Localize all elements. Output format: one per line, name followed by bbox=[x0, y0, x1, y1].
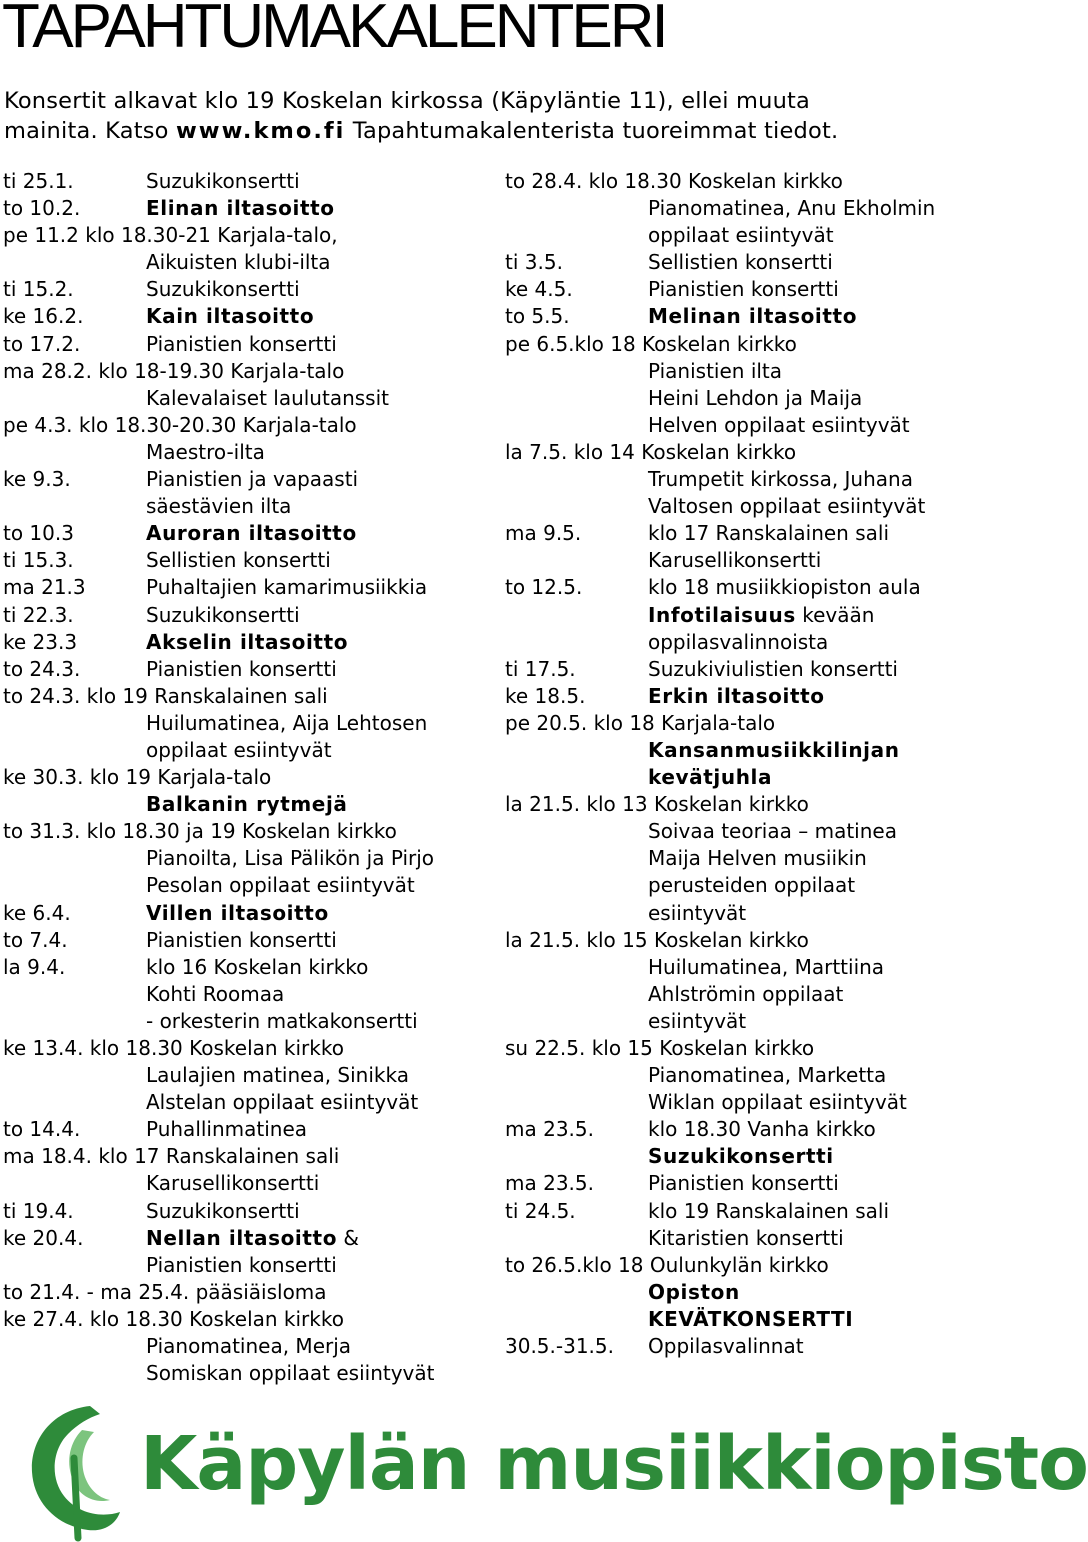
event-detail-line bbox=[505, 1089, 957, 1116]
event-title-text: Pianistien konsertti bbox=[146, 331, 337, 356]
event-detail-text: Maija Helven musiikin bbox=[648, 846, 867, 871]
event-title-text: Villen iltasoitto bbox=[146, 900, 329, 925]
event-row: pe 6.5.klo 18 Koskelan kirkko bbox=[505, 331, 797, 356]
event-detail-text: Somiskan oppilaat esiintyvät bbox=[146, 1361, 435, 1386]
event-title-text: Suzukikonsertti bbox=[146, 277, 300, 302]
event-title-text: klo 16 Koskelan kirkko bbox=[146, 954, 369, 979]
event-row bbox=[505, 574, 957, 601]
event-row bbox=[3, 900, 493, 927]
event-date: la 9.4. bbox=[3, 954, 66, 979]
website-link[interactable]: www.kmo.fi bbox=[176, 118, 346, 144]
event-date: ti 24.5. bbox=[505, 1198, 576, 1223]
event-title-text: klo 18 musiikkiopiston aula bbox=[648, 575, 921, 600]
event-detail-line bbox=[505, 1062, 957, 1089]
intro-line-2-end: Tapahtumakalenterista tuoreimmat tiedot. bbox=[345, 118, 839, 144]
event-row bbox=[505, 1170, 957, 1197]
event-row: ke 30.3. klo 19 Karjala-talo bbox=[3, 765, 272, 790]
event-title bbox=[648, 303, 857, 330]
event-detail-line bbox=[505, 845, 957, 872]
event-row bbox=[505, 276, 957, 303]
event-title-text: Puhallinmatinea bbox=[146, 1117, 308, 1142]
event-detail-text: Laulajien matinea, Sinikka bbox=[146, 1063, 409, 1088]
event-row: su 22.5. klo 15 Koskelan kirkko bbox=[505, 1036, 815, 1060]
event-title-text: Suzukikonsertti bbox=[146, 1198, 300, 1223]
event-date: to 10.3 bbox=[3, 521, 74, 546]
event-detail-text: oppilaat esiintyvät bbox=[146, 737, 332, 762]
event-detail-text: Pianomatinea, Merja bbox=[146, 1334, 352, 1359]
event-detail-text: perusteiden oppilaat bbox=[648, 873, 856, 898]
event-date: 30.5.-31.5. bbox=[505, 1334, 614, 1359]
event-detail-line bbox=[505, 547, 957, 574]
event-detail-line bbox=[3, 439, 493, 466]
event-title-text: klo 19 Ranskalainen sali bbox=[648, 1198, 890, 1223]
event-detail-text: Karusellikonsertti bbox=[648, 548, 822, 573]
event-detail-line bbox=[3, 791, 493, 818]
event-date: to 14.4. bbox=[3, 1117, 81, 1142]
event-detail-text: Heini Lehdon ja Maija bbox=[648, 385, 863, 410]
event-detail-text: esiintyvät bbox=[648, 900, 747, 925]
event-title-text: Sellistien konsertti bbox=[648, 250, 833, 275]
event-detail-line bbox=[505, 1143, 957, 1170]
event-row bbox=[3, 574, 493, 601]
event-row bbox=[3, 1225, 493, 1252]
event-detail-line bbox=[3, 385, 493, 412]
event-detail-line bbox=[3, 1252, 493, 1279]
event-title-text: Kain iltasoitto bbox=[146, 304, 315, 329]
event-detail-text: Maestro-ilta bbox=[146, 439, 265, 464]
event-detail-line bbox=[505, 412, 957, 439]
event-title-text: Oppilasvalinnat bbox=[648, 1334, 804, 1359]
event-detail-tail: kevään bbox=[795, 602, 875, 627]
event-detail-text: Helven oppilaat esiintyvät bbox=[648, 412, 910, 437]
event-date: ke 16.2. bbox=[3, 304, 84, 329]
event-title bbox=[146, 466, 358, 493]
event-title-text: Pianistien konsertti bbox=[146, 927, 337, 952]
event-date: ti 15.3. bbox=[3, 548, 74, 573]
event-title-text: Elinan iltasoitto bbox=[146, 196, 335, 221]
event-detail-text: Kalevalaiset laulutanssit bbox=[146, 385, 389, 410]
event-detail-text: - orkesterin matkakonsertti bbox=[146, 1008, 418, 1033]
event-title bbox=[146, 195, 335, 222]
school-logo bbox=[12, 1400, 1088, 1540]
event-row: ke 27.4. klo 18.30 Koskelan kirkko bbox=[3, 1306, 344, 1331]
event-detail-line bbox=[505, 195, 957, 222]
event-detail-line bbox=[505, 466, 957, 493]
event-date: ma 21.3 bbox=[3, 575, 86, 600]
event-detail-text: Huilumatinea, Aija Lehtosen bbox=[146, 710, 428, 735]
event-detail-line bbox=[3, 872, 493, 899]
event-row bbox=[3, 656, 493, 683]
event-date: ti 22.3. bbox=[3, 602, 74, 627]
event-title bbox=[146, 1225, 359, 1252]
event-date: to 10.2. bbox=[3, 196, 81, 221]
event-title-text: Suzukiviulistien konsertti bbox=[648, 656, 898, 681]
event-row: to 31.3. klo 18.30 ja 19 Koskelan kirkko bbox=[3, 819, 397, 844]
event-title bbox=[146, 1116, 307, 1143]
event-row bbox=[505, 656, 957, 683]
event-detail-line bbox=[3, 1170, 493, 1197]
event-title bbox=[146, 900, 329, 927]
event-row bbox=[505, 303, 957, 330]
event-date: ti 25.1. bbox=[3, 169, 74, 193]
event-date: ti 17.5. bbox=[505, 656, 576, 681]
event-title-text: Pianistien konsertti bbox=[146, 656, 337, 681]
event-row bbox=[3, 1116, 493, 1143]
event-title bbox=[146, 520, 357, 547]
event-detail-text: Kohti Roomaa bbox=[146, 981, 285, 1006]
event-title bbox=[648, 683, 825, 710]
event-detail-text: Pianomatinea, Marketta bbox=[648, 1063, 887, 1088]
event-detail-text: Ahlströmin oppilaat bbox=[648, 981, 844, 1006]
event-row bbox=[3, 602, 493, 629]
event-date: ma 23.5. bbox=[505, 1171, 594, 1196]
event-title bbox=[648, 276, 839, 303]
event-title-text: Melinan iltasoitto bbox=[648, 304, 858, 329]
event-detail-line bbox=[3, 1089, 493, 1116]
event-title-tail: & bbox=[337, 1225, 359, 1250]
event-detail-text: Huilumatinea, Marttiina bbox=[648, 954, 885, 979]
event-detail-line bbox=[3, 1062, 493, 1089]
event-detail-line bbox=[3, 845, 493, 872]
event-detail-line bbox=[505, 737, 957, 764]
event-detail-text: esiintyvät bbox=[648, 1008, 747, 1033]
event-title bbox=[146, 927, 337, 954]
event-row: ma 28.2. klo 18-19.30 Karjala-talo bbox=[3, 358, 345, 383]
event-row bbox=[3, 276, 493, 303]
event-row bbox=[505, 1333, 957, 1360]
event-title-text: Akselin iltasoitto bbox=[146, 629, 349, 654]
event-title-text: Suzukikonsertti bbox=[146, 169, 300, 193]
event-row: to 24.3. klo 19 Ranskalainen sali bbox=[3, 683, 328, 708]
event-title bbox=[146, 1198, 300, 1225]
event-row: la 21.5. klo 13 Koskelan kirkko bbox=[505, 792, 809, 817]
event-title-text: klo 17 Ranskalainen sali bbox=[648, 521, 890, 546]
event-detail-line bbox=[505, 1279, 957, 1306]
event-detail-line bbox=[3, 1333, 493, 1360]
event-detail-text: kevätjuhla bbox=[648, 765, 773, 790]
event-detail-text: Valtosen oppilaat esiintyvät bbox=[648, 494, 926, 519]
event-title bbox=[648, 574, 921, 601]
event-detail-line bbox=[505, 981, 957, 1008]
event-date: ma 9.5. bbox=[505, 521, 582, 546]
event-detail-text: Balkanin rytmejä bbox=[146, 792, 348, 817]
event-detail-line bbox=[505, 385, 957, 412]
event-row: la 7.5. klo 14 Koskelan kirkko bbox=[505, 439, 797, 464]
event-title bbox=[648, 1198, 889, 1225]
event-date: ke 9.3. bbox=[3, 467, 71, 492]
event-detail-text: oppilasvalinnoista bbox=[648, 629, 829, 654]
event-title bbox=[648, 520, 889, 547]
event-row bbox=[505, 1116, 957, 1143]
event-row bbox=[3, 520, 493, 547]
event-detail-text: Kansanmusiikkilinjan bbox=[648, 737, 900, 762]
event-title bbox=[146, 656, 337, 683]
event-row bbox=[3, 629, 493, 656]
event-title-text: Pianistien ja vapaasti bbox=[146, 467, 359, 492]
event-row: ke 13.4. klo 18.30 Koskelan kirkko bbox=[3, 1036, 344, 1060]
event-title-text: Puhaltajien kamarimusiikkia bbox=[146, 575, 428, 600]
event-row: to 26.5.klo 18 Oulunkylän kirkko bbox=[505, 1252, 829, 1277]
intro-line-2 bbox=[4, 116, 954, 146]
event-row bbox=[3, 195, 493, 222]
event-detail-text: Aikuisten klubi-ilta bbox=[146, 250, 331, 275]
event-date: to 5.5. bbox=[505, 304, 570, 329]
event-title bbox=[146, 303, 314, 330]
event-detail-line bbox=[505, 1306, 957, 1333]
event-detail-text: Karusellikonsertti bbox=[146, 1171, 320, 1196]
event-detail-text: Kitaristien konsertti bbox=[648, 1225, 844, 1250]
event-title bbox=[648, 249, 833, 276]
event-date: ma 23.5. bbox=[505, 1117, 594, 1142]
event-detail-line bbox=[505, 872, 957, 899]
treble-clef-leaf-icon bbox=[12, 1400, 137, 1540]
event-detail-line bbox=[505, 629, 957, 656]
event-date: to 12.5. bbox=[505, 575, 583, 600]
event-title-text: Auroran iltasoitto bbox=[146, 521, 357, 546]
intro-text bbox=[4, 86, 954, 146]
event-date: ke 6.4. bbox=[3, 900, 71, 925]
event-detail-line bbox=[505, 1225, 957, 1252]
event-title bbox=[648, 656, 898, 683]
event-title-text: Sellistien konsertti bbox=[146, 548, 331, 573]
event-title-text: Nellan iltasoitto bbox=[146, 1225, 338, 1250]
event-detail-line bbox=[505, 493, 957, 520]
event-row bbox=[3, 927, 493, 954]
event-detail-text: Pianoilta, Lisa Pälikön ja Pirjo bbox=[146, 846, 435, 871]
event-detail-text: Opiston bbox=[648, 1279, 740, 1304]
event-date: ti 15.2. bbox=[3, 277, 74, 302]
event-detail-line bbox=[505, 954, 957, 981]
event-title bbox=[146, 168, 300, 195]
event-detail-text: Soivaa teoriaa – matinea bbox=[648, 819, 897, 844]
event-row bbox=[3, 547, 493, 574]
event-detail-text: oppilaat esiintyvät bbox=[648, 223, 834, 248]
event-detail-text: Alstelan oppilaat esiintyvät bbox=[146, 1090, 419, 1115]
event-title bbox=[146, 629, 348, 656]
event-detail-line bbox=[505, 818, 957, 845]
event-title-text: klo 18.30 Vanha kirkko bbox=[648, 1117, 876, 1142]
event-detail-text: säestävien ilta bbox=[146, 494, 292, 519]
event-row: pe 4.3. klo 18.30-20.30 Karjala-talo bbox=[3, 412, 357, 437]
event-row bbox=[505, 683, 957, 710]
event-detail-text: Pianistien konsertti bbox=[146, 1252, 337, 1277]
event-title bbox=[146, 547, 331, 574]
event-detail-line bbox=[3, 1008, 493, 1035]
event-detail-line bbox=[505, 764, 957, 791]
event-detail-text: Pianistien ilta bbox=[648, 358, 783, 383]
event-detail-line bbox=[505, 222, 957, 249]
event-row bbox=[3, 466, 493, 493]
event-title bbox=[146, 331, 337, 358]
event-detail-line bbox=[3, 737, 493, 764]
event-detail-line bbox=[3, 710, 493, 737]
event-list-left bbox=[3, 168, 493, 1387]
event-date: to 24.3. bbox=[3, 656, 81, 681]
event-detail-line bbox=[3, 1360, 493, 1387]
event-date: to 7.4. bbox=[3, 927, 68, 952]
event-date: ke 23.3 bbox=[3, 629, 78, 654]
event-detail-line bbox=[505, 602, 957, 629]
event-date: ke 18.5. bbox=[505, 683, 586, 708]
page-title: TAPAHTUMAKALENTERI bbox=[2, 0, 666, 61]
event-row: to 21.4. - ma 25.4. pääsiäisloma bbox=[3, 1279, 327, 1304]
event-row: pe 20.5. klo 18 Karjala-talo bbox=[505, 710, 776, 735]
event-title bbox=[648, 1333, 804, 1360]
event-row bbox=[3, 303, 493, 330]
event-title bbox=[146, 954, 368, 981]
event-date: to 17.2. bbox=[3, 331, 81, 356]
event-detail-line bbox=[3, 981, 493, 1008]
event-row bbox=[3, 331, 493, 358]
event-detail-line bbox=[505, 900, 957, 927]
event-detail-text: Wiklan oppilaat esiintyvät bbox=[648, 1090, 907, 1115]
event-row bbox=[505, 1198, 957, 1225]
event-title bbox=[648, 1170, 839, 1197]
intro-line-1: Konsertit alkavat klo 19 Koskelan kirkossa (Käpyläntie 11), ellei muuta bbox=[4, 88, 811, 114]
event-row: la 21.5. klo 15 Koskelan kirkko bbox=[505, 927, 809, 952]
event-row bbox=[505, 249, 957, 276]
event-detail-text: Trumpetit kirkossa, Juhana bbox=[648, 467, 913, 492]
event-row bbox=[505, 520, 957, 547]
event-detail-line bbox=[3, 249, 493, 276]
event-list-right bbox=[505, 168, 957, 1360]
event-detail-line bbox=[505, 1008, 957, 1035]
logo-text: Käpylän musiikkiopisto bbox=[140, 1421, 1088, 1507]
event-detail-text: Suzukikonsertti bbox=[648, 1144, 834, 1169]
event-detail-text: Pesolan oppilaat esiintyvät bbox=[146, 873, 415, 898]
event-date: ti 3.5. bbox=[505, 250, 563, 275]
intro-line-2-start: mainita. Katso bbox=[4, 118, 176, 144]
event-detail-text: Pianomatinea, Anu Ekholmin bbox=[648, 196, 936, 221]
event-title bbox=[648, 1116, 876, 1143]
event-title-text: Erkin iltasoitto bbox=[648, 683, 825, 708]
event-row bbox=[3, 954, 493, 981]
event-title-text: Suzukikonsertti bbox=[146, 602, 300, 627]
event-date: ke 20.4. bbox=[3, 1225, 84, 1250]
event-detail-text: KEVÄTKONSERTTI bbox=[648, 1306, 854, 1331]
event-row bbox=[3, 168, 493, 195]
event-detail-text: Infotilaisuus bbox=[648, 602, 796, 627]
event-detail-line bbox=[3, 493, 493, 520]
event-date: ti 19.4. bbox=[3, 1198, 74, 1223]
event-row: pe 11.2 klo 18.30-21 Karjala-talo, bbox=[3, 223, 338, 248]
event-date: ke 4.5. bbox=[505, 277, 573, 302]
event-title bbox=[146, 574, 427, 601]
event-title-text: Pianistien konsertti bbox=[648, 277, 839, 302]
event-title-text: Pianistien konsertti bbox=[648, 1171, 839, 1196]
event-title bbox=[146, 602, 300, 629]
event-row bbox=[3, 1198, 493, 1225]
event-row: to 28.4. klo 18.30 Koskelan kirkko bbox=[505, 169, 843, 193]
event-detail-line bbox=[505, 358, 957, 385]
event-title bbox=[146, 276, 300, 303]
event-row: ma 18.4. klo 17 Ranskalainen sali bbox=[3, 1144, 340, 1169]
